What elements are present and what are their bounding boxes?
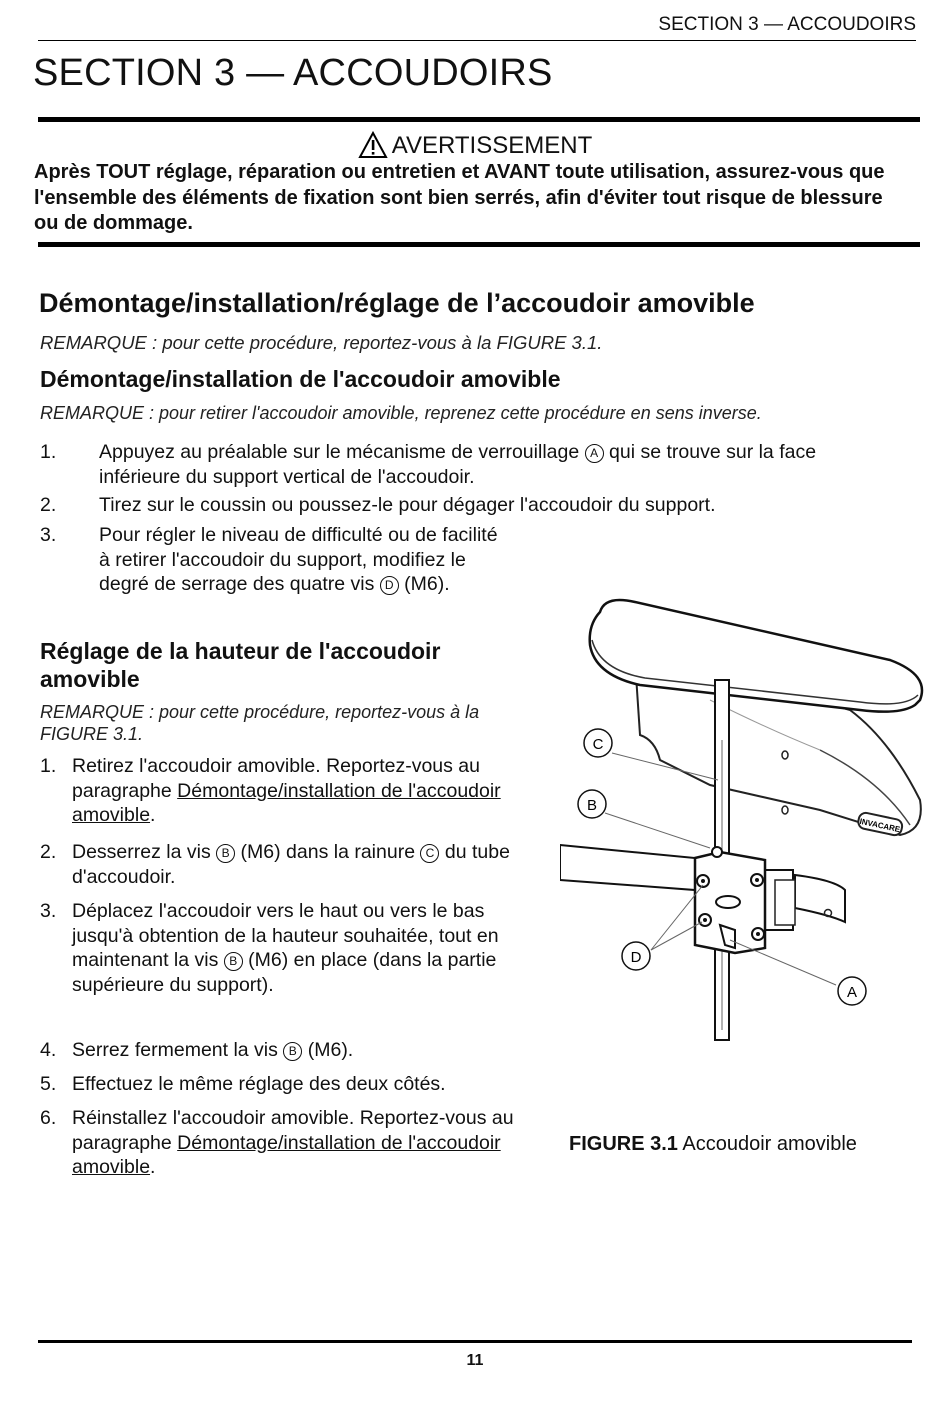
marker-b: B	[283, 1042, 302, 1061]
callout-d	[622, 942, 650, 970]
page-number: 11	[466, 1352, 484, 1369]
svg-text:D: D	[630, 949, 642, 966]
step-number: 5.	[40, 1073, 57, 1095]
marker-a: A	[585, 444, 604, 463]
sub2-heading: Réglage de la hauteur de l'accoudoir amovible	[40, 638, 441, 692]
sub2-step-6: 6. Réinstallez l'accoudoir amovible. Reportez-vous au paragraphe Démontage/installation de l'accoudoir amovible.	[40, 1107, 514, 1178]
warning-rule-bottom	[38, 242, 920, 247]
marker-b: B	[224, 952, 243, 971]
svg-text:C: C	[592, 736, 604, 753]
svg-text:INVACARE: INVACARE	[858, 816, 901, 835]
step-number: 1.	[40, 441, 57, 463]
warning-rule-top	[38, 117, 920, 122]
sub2-note: REMARQUE : pour cette procédure, reportez-vous à la FIGURE 3.1.	[40, 702, 480, 744]
callout-a	[838, 977, 866, 1005]
step-number: 3.	[40, 524, 57, 546]
sub2-step-1: 1. Retirez l'accoudoir amovible. Reportez-vous au paragraphe Démontage/installation de l'accoudoir amovible.	[40, 755, 501, 826]
figure-label: FIGURE 3.1	[569, 1133, 678, 1155]
marker-b: B	[216, 844, 235, 863]
header-rule	[38, 40, 916, 41]
sub1-step-3: 3. Pour régler le niveau de difficulté ou de facilité à retirer l'accoudoir du support, modifiez le degré de serrage des quatre vis D (M6).	[40, 524, 498, 595]
armrest-illustration	[560, 590, 940, 1060]
step-number: 2.	[40, 494, 57, 516]
sub1-step-2: 2. Tirez sur le coussin ou poussez-le pour dégager l'accoudoir du support.	[40, 494, 716, 516]
sub2-step-3: 3. Déplacez l'accoudoir vers le haut ou vers le bas jusqu'à obtention de la hauteur souhaitée, tout en maintenant la vis B (M6) en place (dans la partie supérieure du support).	[40, 900, 499, 996]
step-number: 6.	[40, 1107, 57, 1129]
step-number: 1.	[40, 755, 57, 777]
cross-reference-link[interactable]: Démontage/installation de l'accoudoir amovible	[72, 779, 501, 826]
callout-c	[584, 729, 612, 757]
sub2-step-5: 5. Effectuez le même réglage des deux côtés.	[40, 1073, 446, 1095]
sub1-step-1: 1. Appuyez au préalable sur le mécanisme de verrouillage A qui se trouve sur la face inférieure du support vertical de l'accoudoir.	[40, 441, 817, 488]
frame-tube	[560, 845, 695, 890]
sub2-step-2: 2. Desserrez la vis B (M6) dans la rainure C du tube d'accoudoir.	[40, 841, 510, 888]
footer-rule	[38, 1340, 912, 1343]
warning-body: Après TOUT réglage, réparation ou entretien et AVANT toute utilisation, assurez-vous que l'ensemble des éléments de fixation sont bien serrés, afin d'éviter tout risque de blessure ou de dommage.	[34, 161, 885, 234]
running-header: SECTION 3 — ACCOUDOIRS	[658, 14, 916, 35]
warning-title-text: AVERTISSEMENT	[391, 132, 593, 159]
step-number: 3.	[40, 900, 57, 922]
figure-caption	[569, 1133, 857, 1156]
svg-text:B: B	[586, 797, 598, 814]
marker-c: C	[420, 844, 439, 863]
callout-b	[578, 790, 606, 818]
main-note: REMARQUE : pour cette procédure, reportez-vous à la FIGURE 3.1.	[40, 332, 603, 353]
sub1-heading: Démontage/installation de l'accoudoir amovible	[40, 366, 561, 392]
figure-title: Accoudoir amovible	[677, 1133, 857, 1155]
section-title: SECTION 3 — ACCOUDOIRS	[33, 52, 553, 94]
sub2-step-4: 4. Serrez fermement la vis B (M6).	[40, 1039, 354, 1061]
step-number: 4.	[40, 1039, 57, 1061]
cross-reference-link[interactable]: Démontage/installation de l'accoudoir amovible	[72, 1131, 501, 1178]
svg-text:A: A	[846, 984, 858, 1001]
sub1-note: REMARQUE : pour retirer l'accoudoir amovible, reprenez cette procédure en sens inverse.	[40, 403, 762, 423]
main-heading: Démontage/installation/réglage de l’accoudoir amovible	[39, 288, 755, 318]
step-number: 2.	[40, 841, 57, 863]
marker-d: D	[380, 576, 399, 595]
